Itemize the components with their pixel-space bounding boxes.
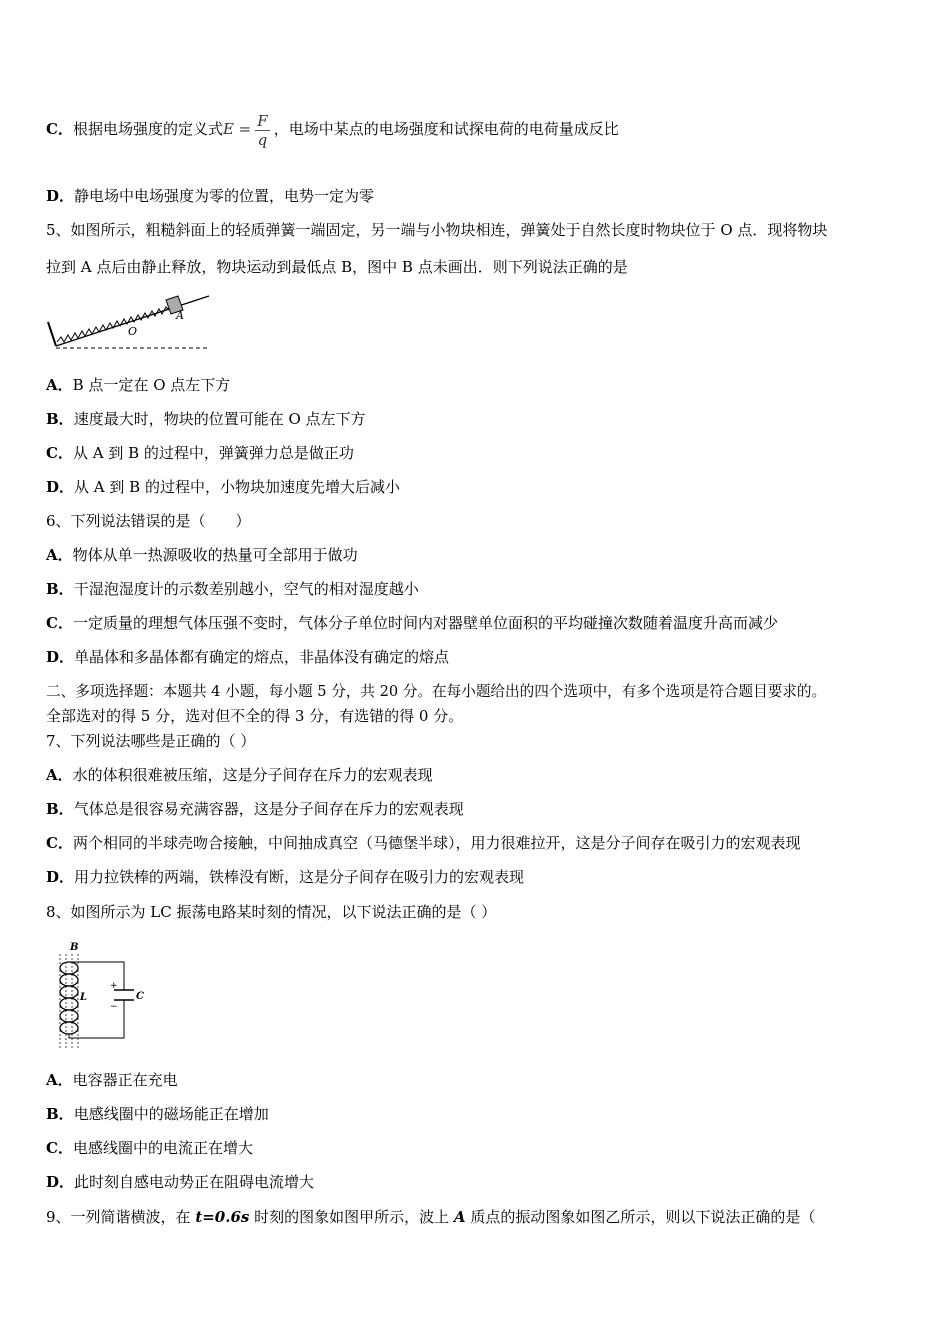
option-label: C． [46, 614, 73, 632]
option-label: C． [46, 444, 73, 462]
q7-option-b [46, 799, 464, 819]
q4-option-c [46, 104, 619, 154]
option-label: A． [46, 546, 73, 564]
plate-minus: − [110, 1002, 118, 1012]
option-text: 两个相同的半球壳吻合接触，中间抽成真空（马德堡半球），用力很难拉开，这是分子间存在吸引力的宏观表现 [72, 834, 801, 852]
q5-option-c [46, 443, 354, 463]
fraction-denominator: q [255, 130, 269, 149]
time-value: t=0.6s [195, 1208, 250, 1226]
q6-stem: 6、下列说法错误的是（ ） [46, 512, 251, 530]
option-text: 电容器正在充电 [72, 1071, 178, 1089]
fixed-wall [48, 322, 56, 346]
option-text: 气体总是很容易充满容器，这是分子间存在斥力的宏观表现 [73, 800, 464, 818]
option-label: D． [46, 648, 75, 666]
option-text: 干湿泡湿度计的示数差别越小，空气的相对湿度越小 [73, 580, 419, 598]
section-heading-line2: 全部选对的得 5 分，选对但不全的得 3 分，有选错的得 0 分。 [46, 707, 464, 725]
q7-option-c [46, 833, 800, 853]
q8-option-b [46, 1104, 269, 1124]
q8-option-d [46, 1172, 314, 1192]
option-text: 此时刻自感电动势正在阻碍电流增大 [74, 1173, 315, 1191]
incline-surface [56, 296, 209, 346]
option-text: 从 A 到 B 的过程中，小物块加速度先增大后减小 [74, 478, 400, 496]
fraction-numerator: F [257, 111, 268, 130]
q9-stem [46, 1207, 815, 1227]
option-label: C． [46, 1139, 73, 1157]
plate-plus: + [110, 981, 118, 991]
inductor-label-l: L [80, 992, 88, 1003]
option-text: 水的体积很难被压缩，这是分子间存在斥力的宏观表现 [72, 766, 433, 784]
option-text: 用力拉铁棒的两端，铁棒没有断，这是分子间存在吸引力的宏观表现 [74, 868, 525, 886]
option-text: 电感线圈中的电流正在增大 [72, 1139, 253, 1157]
q8-lc-circuit-figure [52, 938, 148, 1050]
option-label: B． [46, 1105, 74, 1123]
q6-option-a [46, 545, 358, 565]
q7-option-a [46, 765, 433, 785]
option-label: B． [46, 800, 74, 818]
q8-option-c [46, 1138, 253, 1158]
q5-option-a [46, 375, 230, 395]
option-text-tail: ，电场中某点的电场强度和试探电荷的电荷量成反比 [273, 120, 619, 138]
option-label: A． [46, 766, 73, 784]
q6-option-c [46, 613, 778, 633]
q7-stem: 7、下列说法哪些是正确的（ ） [46, 732, 256, 750]
stem-text: 时刻的图象如图甲所示，波上 [249, 1208, 454, 1226]
q5-option-d [46, 477, 400, 497]
capacitor-label-c: C [136, 991, 144, 1002]
option-label: C． [46, 120, 73, 138]
q5-stem-line2: 拉到 A 点后由静止释放，物块运动到最低点 B，图中 B 点未画出．则下列说法正确的是 [46, 258, 628, 276]
q7-option-d [46, 867, 524, 887]
spring [57, 307, 169, 342]
option-label: A． [46, 376, 73, 394]
option-label: B． [46, 580, 74, 598]
q5-stem-line1: 5、如图所示，粗糙斜面上的轻质弹簧一端固定，另一端与小物块相连，弹簧处于自然长度时物块位于 O 点．现将物块 [46, 221, 828, 239]
q5-incline-spring-figure [44, 286, 216, 354]
option-label: D． [46, 868, 75, 886]
q4-option-d [46, 186, 374, 206]
option-text: 电感线圈中的磁场能正在增加 [73, 1105, 269, 1123]
q8-stem: 8、如图所示为 LC 振荡电路某时刻的情况，以下说法正确的是（ ） [46, 903, 497, 921]
option-text: 根据电场强度的定义式 [72, 120, 223, 138]
option-label: C． [46, 834, 73, 852]
inductor-coil [60, 962, 78, 1034]
stem-text: 9、一列简谐横波，在 [46, 1208, 196, 1226]
option-label: D． [46, 478, 75, 496]
option-text: 物体从单一热源吸收的热量可全部用于做功 [72, 546, 358, 564]
option-text: 从 A 到 B 的过程中，弹簧弹力总是做正功 [72, 444, 354, 462]
q6-option-b [46, 579, 419, 599]
field-label-b: B [70, 942, 79, 953]
option-text: 速度最大时，物块的位置可能在 O 点左下方 [73, 410, 366, 428]
stem-text: 质点的振动图象如图乙所示，则以下说法正确的是（ [465, 1208, 816, 1226]
q8-option-a [46, 1070, 178, 1090]
formula-lhs: E = [222, 120, 252, 138]
formula-fraction [255, 112, 269, 149]
point-label-a: A [176, 309, 184, 322]
option-label: D． [46, 187, 75, 205]
point-label-o: O [128, 325, 138, 338]
point-a: A [453, 1208, 466, 1226]
option-text: 一定质量的理想气体压强不变时，气体分子单位时间内对器壁单位面积的平均碰撞次数随着温度升高而减少 [72, 614, 778, 632]
option-label: D． [46, 1173, 75, 1191]
q5-option-b [46, 409, 366, 429]
option-text: 静电场中电场强度为零的位置，电势一定为零 [74, 187, 375, 205]
option-text: B 点一定在 O 点左下方 [72, 376, 231, 394]
section-heading-line1: 二、多项选择题：本题共 4 小题，每小题 5 分，共 20 分。在每小题给出的四个选项中，有多个选项是符合题目要求的。 [46, 683, 827, 700]
q6-option-d [46, 647, 449, 667]
option-text: 单晶体和多晶体都有确定的熔点，非晶体没有确定的熔点 [74, 648, 450, 666]
option-label: B． [46, 410, 74, 428]
option-label: A． [46, 1071, 73, 1089]
